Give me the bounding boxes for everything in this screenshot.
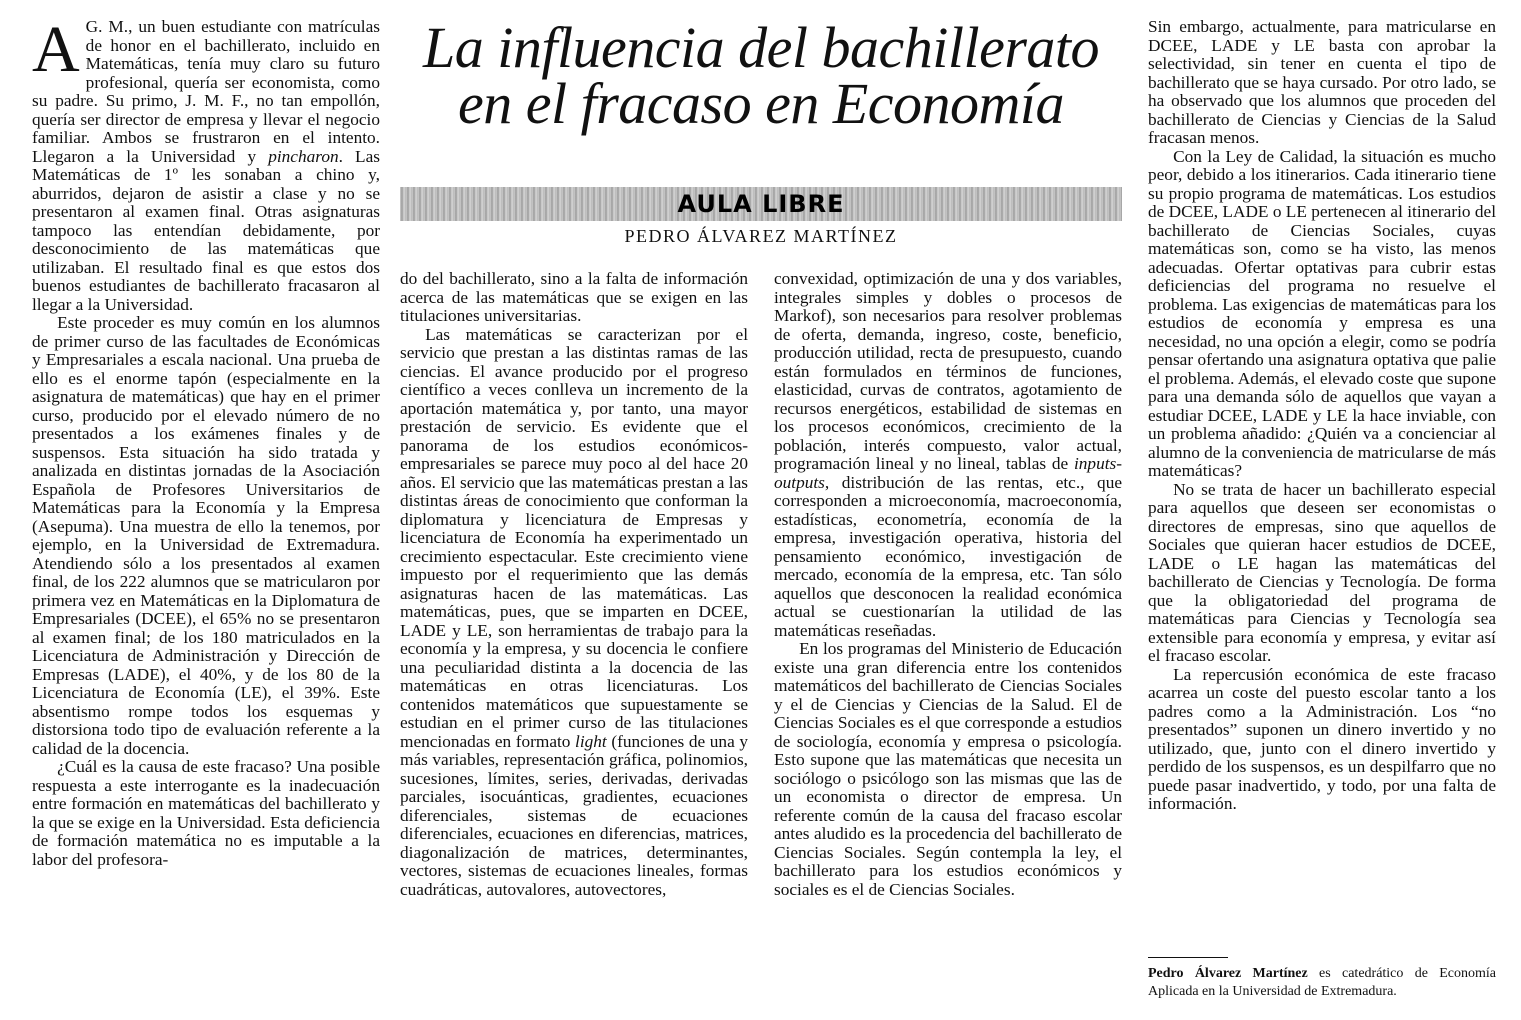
article-column-1 <box>32 13 380 869</box>
section-label: AULA LIBRE <box>677 190 845 218</box>
paragraph: Con la Ley de Calidad, la situación es mucho peor, debido a los itinerarios. Cada itinerario tiene su propio programa de matemáticas. Los estudios de DCEE, LADE o LE pertenecen al itinerario del bachillerato de Ciencias Sociales, cuyas matemáticas son, como se ha visto, las menos adecuadas. Ofertar optativas para cubrir estas deficiencias del programa no resuelve el problema. Las exigencias de matemáticas para los estudios de economía y empresa es una necesidad, no una opción a elegir, como se podría pensar ofertando una asignatura optativa que palie el problema. Además, el elevado coste que supone para una demanda sólo de aquellos que vayan a estudiar DCEE, LADE y LE la hace inviable, con un problema añadido: ¿Quién va a concienciar al alumno de la conveniencia de matricularse de más matemáticas? <box>1148 146 1496 480</box>
byline: PEDRO ÁLVAREZ MARTÍNEZ <box>624 226 898 246</box>
paragraph: do del bachillerato, sino a la falta de información acerca de las matemáticas que se exigen en las titulaciones universitarias. <box>400 269 748 325</box>
headline-line-1: La influencia del bachillerato <box>422 15 1100 80</box>
headline-line-2: en el fracaso en Economía <box>457 71 1064 136</box>
article-column-2 <box>400 270 748 899</box>
drop-cap: A <box>32 13 80 86</box>
paragraph: Sin embargo, actualmente, para matricularse en DCEE, LADE y LE basta con aprobar la selectividad, sin tener en cuenta el tipo de bachillerato que se haya cursado. Por otro lado, se ha observado que los alumnos que proceden del bachillerato de Ciencias y Ciencias de la Salud fracasan menos. <box>1148 17 1496 147</box>
paragraph: En los programas del Ministerio de Educación existe una gran diferencia entre los contenidos matemáticos del bachillerato de Ciencias Sociales y el de Ciencias y Ciencias de la Salud. El de Ciencias Sociales es el que corresponde a estudios de sociología, economía y empresa o psicología. Esto supone que las matemáticas que necesita un sociólogo o psicólogo son las mismas que las de un economista o director de empresa. Un referente común de la causa del fracaso escolar antes aludido es la procedencia del bachillerato de Ciencias Sociales. Según contempla la ley, el bachillerato para los estudios económicos y sociales es el de Ciencias Sociales. <box>774 639 1122 899</box>
paragraph: No se trata de hacer un bachillerato especial para aquellos que deseen ser economistas o directores de empresas, sino que aquellos de Sociales que quieran hacer estudios de DCEE, LADE o LE hagan las matemáticas del bachillerato de Ciencias y Tecnología. De forma que la obligatoriedad del programa de matemáticas para Ciencias y Tecnología sea extensible para economía y empresa, y evitar así el fracaso escolar. <box>1148 479 1496 665</box>
author-name: Pedro Álvarez Martínez <box>1148 966 1308 981</box>
paragraph: A G. M., un buen estudiante con matrículas de honor en el bachillerato, incluido en Matemáticas, tenía muy claro su futuro profesional, quería ser economista, como su padre. Su primo, J. M. F., no tan empollón, quería ser director de empresa y llevar el negocio familiar. Ambos se frustraron en el intento. Llegaron a la Universidad y pincharon. Las Matemáticas de 1º les sonaban a chino y, aburridos, dejaron de asistir a clase y no se presentaron al examen final. Otras asignaturas tampoco las entendían debidamente, por desconocimiento de las matemáticas que utilizaban. El resultado final es que estos dos buenos estudiantes de bachillerato fracasaron al llegar a la Universidad. <box>32 13 380 314</box>
author-bio-text: es catedrático de Economía Aplicada en la Universidad de Extremadura. <box>1148 966 1496 999</box>
paragraph: La repercusión económica de este fracaso acarrea un coste del puesto escolar tanto a los padres como a la Administración. Los “no presentados” suponen un dinero invertido y no utilizado, que, junto con el dinero invertido y perdido de los suspensos, es un despilfarro que no puede pasar inadvertido, y todo, por una falta de información. <box>1148 664 1496 813</box>
paragraph: Las matemáticas se caracterizan por el servicio que prestan a las distintas ramas de las ciencias. El avance producido por el progreso científico a veces conlleva un incremento de la aportación matemática y, por tanto, una mayor prestación de servicio. Es evidente que el panorama de los estudios económicos-empresariales se parece muy poco al del hace 20 años. El servicio que las matemáticas prestan a las distintas áreas de conocimiento que conforman la diplomatura y licenciatura de Empresas y licenciatura de Economía ha experimentado un crecimiento espectacular. Este crecimiento viene impuesto por el requerimiento que las demás asignaturas hacen de las matemáticas. Las matemáticas, pues, que se imparten en DCEE, LADE y LE, son herramientas de trabajo para la economía y la empresa, y su docencia le confiere una peculiaridad distinta a la docencia de las matemáticas en otras licenciaturas. Los contenidos matemáticos que supuestamente se estudian en el primer curso de las titulaciones mencionadas en formato light (funciones de una y más variables, representación gráfica, polinomios, sucesiones, límites, series, derivadas, derivadas parciales, isocuánticas, gradientes, ecuaciones diferenciales, sistemas de ecuaciones diferenciales, ecuaciones en diferencias, matrices, diagonalización de matrices, determinantes, vectores, sistemas de ecuaciones lineales, formas cuadráticas, autovalores, autovectores, <box>400 324 748 899</box>
paragraph: Este proceder es muy común en los alumnos de primer curso de las facultades de Económicas y Empresariales a escala nacional. Una prueba de ello es el enorme tapón (especialmente en la asignatura de matemáticas) que hay en el primer curso, producido por el elevado número de no presentados a los exámenes finales y de suspensos. Esta situación ha sido tratada y analizada en distintas jornadas de la Asociación Española de Profesores Universitarios de Matemáticas para la Economía y la Empresa (Asepuma). Una muestra de ello la tenemos, por ejemplo, en la Universidad de Extremadura. Atendiendo sólo a los presentados al examen final, de los 222 alumnos que se matricularon por primera vez en Matemáticas en la Diplomatura de Empresariales (DCEE), el 65% no se presentaron al examen final; de los 180 matriculados en la Licenciatura de Administración y Dirección de Empresas (LADE), el 40%, y de los 80 de la Licenciatura de Economía (LE), el 39%. Este absentismo rompe todos los esquemas y distorsiona todo tipo de evaluación referente a la calidad de la docencia. <box>32 313 380 758</box>
headline <box>400 15 1122 136</box>
bio-divider <box>1148 957 1228 958</box>
paragraph: ¿Cuál es la causa de este fracaso? Una posible respuesta a este interrogante es la inadecuación entre formación en matemáticas del bachillerato y la que se exige en la Universidad. Esta deficiencia de formación matemática no es imputable a la labor del profesora- <box>32 757 380 869</box>
section-band <box>400 187 1122 221</box>
article-column-3 <box>774 270 1122 899</box>
article-column-4 <box>1148 18 1496 814</box>
paragraph: convexidad, optimización de una y dos variables, integrales simples y dobles o procesos de Markof), son necesarios para resolver problemas de oferta, demanda, ingreso, coste, beneficio, producción utilidad, recta de presupuesto, cuando están formulados en términos de funciones, elasticidad, curvas de contratos, agotamiento de recursos energéticos, estabilidad de sistemas en los procesos económicos, crecimiento de la población, interés compuesto, valor actual, programación lineal y no lineal, tablas de inputs-outputs, distribución de las rentas, etc., que corresponden a microeconomía, macroeconomía, estadísticas, econometría, economía de la empresa, investigación operativa, historia del pensamiento económico, investigación de mercado, economía de la empresa, etc. Tan sólo aquellos que desconocen la realidad económica actual se cuestionarían la utilidad de las matemáticas reseñadas. <box>774 269 1122 640</box>
author-bio <box>1148 965 1496 1001</box>
